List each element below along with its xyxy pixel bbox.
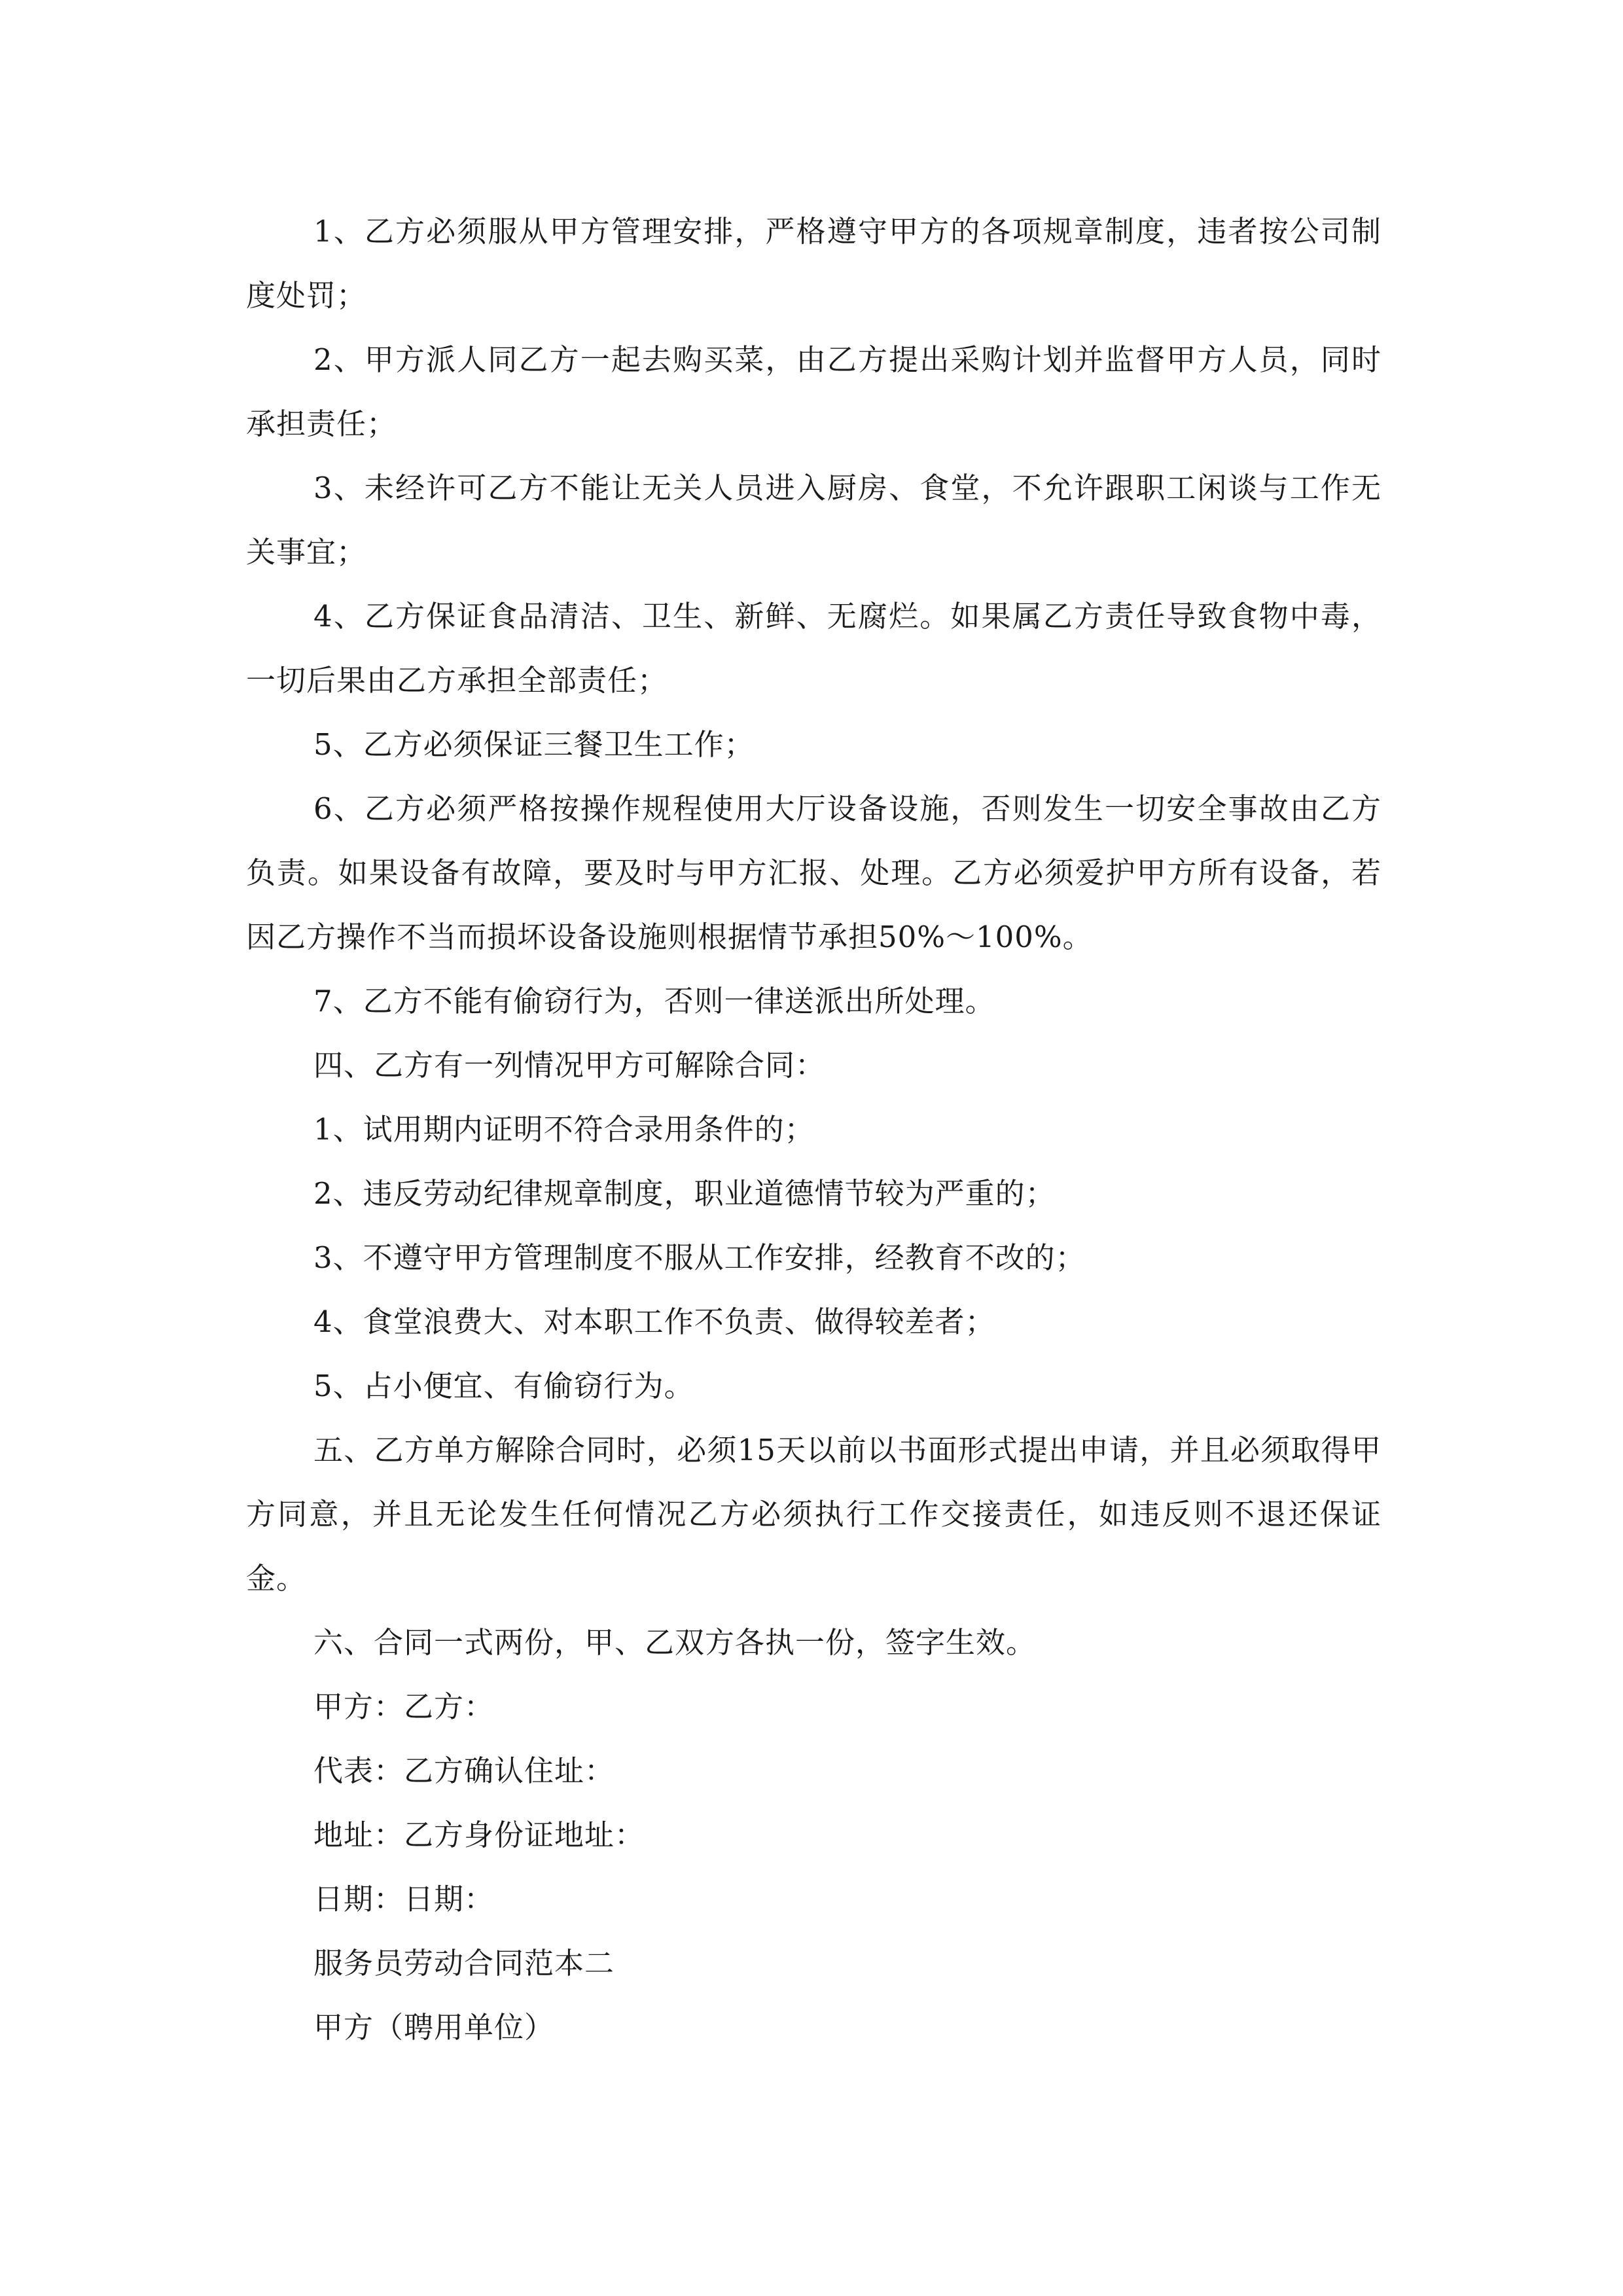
clause-3: 3、未经许可乙方不能让无关人员进入厨房、食堂，不允许跟职工闲谈与工作无关事宜； (246, 471, 1382, 569)
clause-7: 7、乙方不能有偷窃行为，否则一律送派出所处理。 (313, 984, 995, 1018)
clause-4: 4、乙方保证食品清洁、卫生、新鲜、无腐烂。如果属乙方责任导致食物中毒，一切后果由乙方承担全部责任； (246, 599, 1382, 698)
termination-item-5: 5、占小便宜、有偷窃行为。 (313, 1369, 694, 1403)
termination-item-4: 4、食堂浪费大、对本职工作不负责、做得较差者； (313, 1304, 995, 1339)
signature-parties: 甲方：乙方： (313, 1689, 495, 1724)
clause-5: 5、乙方必须保证三餐卫生工作； (313, 727, 755, 762)
signature-date: 日期：日期： (313, 1882, 495, 1916)
template-two-title: 服务员劳动合同范本二 (313, 1946, 615, 1981)
clause-6: 6、乙方必须严格按操作规程使用大厅设备设施，否则发生一切安全事故由乙方负责。如果设备有故障，要及时与甲方汇报、处理。乙方必须爱护甲方所有设备，若因乙方操作不当而损坏设备设施则根据情节承担50%～100%。 (246, 791, 1382, 954)
clause-2: 2、甲方派人同乙方一起去购买菜，由乙方提出采购计划并监督甲方人员，同时承担责任； (246, 342, 1382, 441)
section-four-heading: 四、乙方有一列情况甲方可解除合同： (313, 1048, 826, 1083)
party-a-label: 甲方（聘用单位） (313, 2010, 555, 2045)
section-five: 五、乙方单方解除合同时，必须15天以前以书面形式提出申请，并且必须取得甲方同意，并且无论发生任何情况乙方必须执行工作交接责任，如违反则不退还保证金。 (246, 1433, 1382, 1596)
termination-item-1: 1、试用期内证明不符合录用条件的； (313, 1112, 815, 1147)
termination-item-3: 3、不遵守甲方管理制度不服从工作安排，经教育不改的； (313, 1240, 1086, 1275)
signature-representative: 代表：乙方确认住址： (313, 1753, 615, 1788)
document-page (246, 200, 1382, 2060)
clause-1: 1、乙方必须服从甲方管理安排，严格遵守甲方的各项规章制度，违者按公司制度处罚； (246, 214, 1382, 313)
termination-item-2: 2、违反劳动纪律规章制度，职业道德情节较为严重的； (313, 1176, 1056, 1211)
signature-address: 地址：乙方身份证地址： (313, 1818, 645, 1852)
section-six: 六、合同一式两份，甲、乙双方各执一份，签字生效。 (313, 1625, 1037, 1660)
